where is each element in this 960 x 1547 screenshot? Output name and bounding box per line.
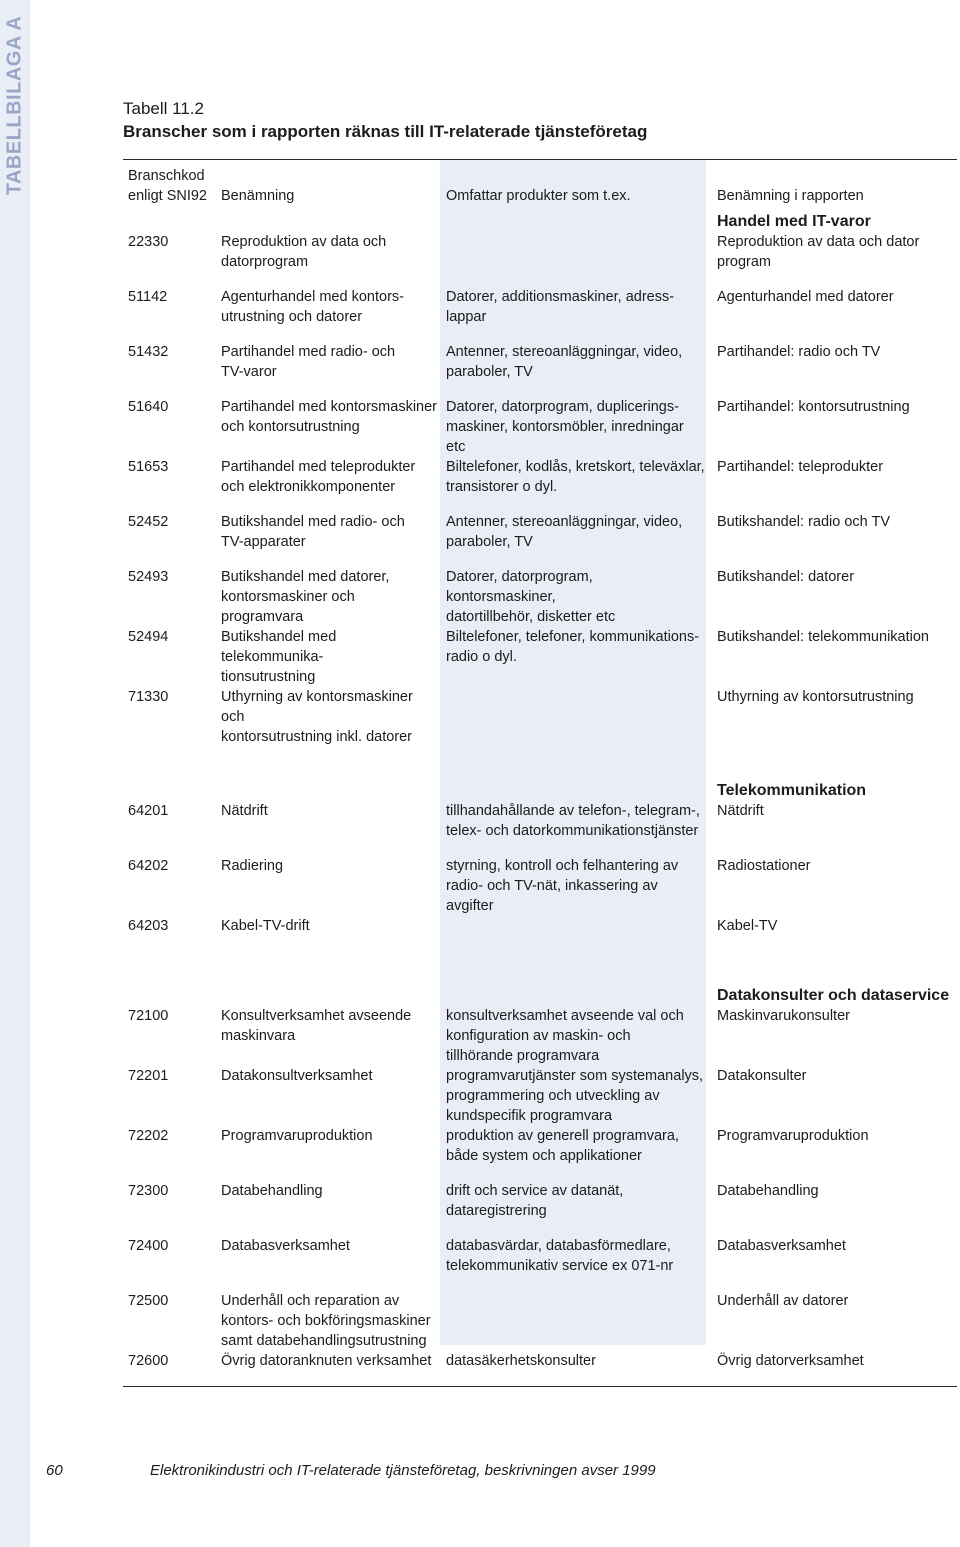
row-products: Biltelefoner, kodlås, kretskort, televäxlar, transistorer o dyl. — [446, 459, 705, 495]
table-row — [123, 512, 957, 567]
page-number: 60 — [46, 1462, 63, 1479]
row-report-name: Databehandling — [717, 1183, 819, 1199]
row-products: Antenner, stereoanläggningar, video, paraboler, TV — [446, 514, 683, 550]
row-products: Antenner, stereoanläggningar, video, paraboler, TV — [446, 344, 683, 380]
row-products: tillhandahållande av telefon-, telegram-, telex- och datorkommunikationstjänster — [446, 803, 700, 839]
header-name: Benämning — [221, 188, 295, 204]
row-code: 64203 — [128, 918, 169, 934]
row-code: 72300 — [128, 1183, 169, 1199]
table-row — [123, 856, 957, 916]
row-code: 51640 — [128, 399, 169, 415]
row-name: Underhåll och reparation av kontors- och bokföringsmaskiner samt databehandlingsutrustning — [221, 1293, 431, 1349]
section-title: Handel med IT-varor — [717, 213, 871, 230]
section-title: Telekommunikation — [717, 782, 867, 799]
row-products: programvarutjänster som systemanalys, programmering och utveckling av kundspecifik programvara — [446, 1068, 704, 1124]
row-code: 52494 — [128, 629, 169, 645]
row-products: styrning, kontroll och felhantering av radio- och TV-nät, inkassering av avgifter — [446, 858, 679, 914]
row-name: Konsultverksamhet avseende maskinvara — [221, 1008, 412, 1044]
row-report-name: Partihandel: radio och TV — [717, 344, 881, 360]
row-code: 52452 — [128, 514, 169, 530]
row-products: datasäkerhetskonsulter — [446, 1353, 596, 1369]
row-report-name: Nätdrift — [717, 803, 764, 819]
table-row — [123, 232, 957, 287]
row-code: 72400 — [128, 1238, 169, 1254]
row-name: Radiering — [221, 858, 284, 874]
table-row — [123, 687, 957, 747]
table-row — [123, 567, 957, 627]
row-code: 71330 — [128, 689, 169, 705]
row-name: Övrig datoranknuten verksamhet — [221, 1353, 432, 1369]
row-code: 51653 — [128, 459, 169, 475]
row-report-name: Underhåll av datorer — [717, 1293, 849, 1309]
row-name: Datakonsultverksamhet — [221, 1068, 373, 1084]
row-name: Butikshandel med telekommunika- tionsutrustning — [221, 629, 337, 685]
header-products: Omfattar produkter som t.ex. — [446, 188, 631, 204]
row-report-name: Agenturhandel med datorer — [717, 289, 894, 305]
row-report-name: Butikshandel: datorer — [717, 569, 855, 585]
row-code: 64201 — [128, 803, 169, 819]
table-row — [123, 627, 957, 687]
table-row — [123, 1006, 957, 1066]
row-report-name: Uthyrning av kontorsutrustning — [717, 689, 914, 705]
row-name: Reproduktion av data och datorprogram — [221, 234, 387, 270]
side-tab-label-box — [0, 0, 30, 210]
row-report-name: Maskinvarukonsulter — [717, 1008, 850, 1024]
row-name: Databasverksamhet — [221, 1238, 350, 1254]
table-row — [123, 1236, 957, 1291]
row-report-name: Programvaruproduktion — [717, 1128, 869, 1144]
row-code: 72202 — [128, 1128, 169, 1144]
row-code: 22330 — [128, 234, 169, 250]
row-products: Datorer, additionsmaskiner, adress- lappar — [446, 289, 675, 325]
table-row — [123, 1291, 957, 1351]
row-name: Nätdrift — [221, 803, 268, 819]
table-row — [123, 1066, 957, 1126]
table-row — [123, 287, 957, 342]
row-report-name: Butikshandel: telekommunikation — [717, 629, 929, 645]
row-products: Datorer, datorprogram, duplicerings- maskiner, kontorsmöbler, inredningar etc — [446, 399, 684, 455]
table-row — [123, 1351, 957, 1386]
row-code: 72100 — [128, 1008, 169, 1024]
table-row — [123, 397, 957, 457]
row-products: databasvärdar, databasförmedlare, telekommunikativ service ex 071-nr — [446, 1238, 674, 1274]
row-code: 52493 — [128, 569, 169, 585]
row-code: 72600 — [128, 1353, 169, 1369]
side-tab-bar — [0, 0, 30, 1547]
row-products: Biltelefoner, telefoner, kommunikations- radio o dyl. — [446, 629, 700, 665]
table-row — [123, 342, 957, 397]
industry-table — [123, 159, 957, 1387]
row-name: Partihandel med radio- och TV-varor — [221, 344, 396, 380]
row-report-name: Reproduktion av data och dator program — [717, 234, 920, 270]
row-report-name: Databasverksamhet — [717, 1238, 846, 1254]
table-body — [123, 212, 957, 1386]
table-header-row — [123, 160, 957, 208]
row-report-name: Radiostationer — [717, 858, 811, 874]
table-row — [123, 1181, 957, 1236]
row-code: 72500 — [128, 1293, 169, 1309]
row-report-name: Övrig datorverksamhet — [717, 1353, 864, 1369]
table-row — [123, 1126, 957, 1181]
row-code: 64202 — [128, 858, 169, 874]
row-report-name: Butikshandel: radio och TV — [717, 514, 891, 530]
row-code: 51142 — [128, 289, 168, 305]
row-name: Kabel-TV-drift — [221, 918, 310, 934]
section-title: Datakonsulter och dataservice — [717, 987, 950, 1004]
footer-text: Elektronikindustri och IT-relaterade tjänsteföretag, beskrivningen avser 1999 — [150, 1462, 656, 1479]
row-report-name: Partihandel: kontorsutrustning — [717, 399, 910, 415]
row-report-name: Datakonsulter — [717, 1068, 807, 1084]
page-footer — [46, 1462, 656, 1479]
table-row — [123, 801, 957, 856]
row-products: Datorer, datorprogram, kontorsmaskiner, datortillbehör, disketter etc — [446, 569, 616, 625]
row-products: produktion av generell programvara, både system och applikationer — [446, 1128, 679, 1164]
row-name: Programvaruproduktion — [221, 1128, 373, 1144]
row-name: Butikshandel med radio- och TV-apparater — [221, 514, 405, 550]
header-report-name: Benämning i rapporten — [717, 188, 864, 204]
row-name: Partihandel med teleprodukter och elektronikkomponenter — [221, 459, 416, 495]
row-name: Butikshandel med datorer, kontorsmaskiner och programvara — [221, 569, 390, 625]
header-code: Branschkod enligt SNI92 — [128, 168, 207, 204]
table-title — [123, 98, 647, 143]
side-tab-label: TABELLBILAGA A — [3, 15, 26, 195]
row-name: Uthyrning av kontorsmaskiner och kontorsutrustning inkl. datorer — [221, 689, 413, 745]
row-products: drift och service av datanät, dataregistrering — [446, 1183, 624, 1219]
row-products: konsultverksamhet avseende val och konfiguration av maskin- och tillhörande programvara — [446, 1008, 684, 1064]
table-row — [123, 457, 957, 512]
row-name: Databehandling — [221, 1183, 323, 1199]
table-number: Tabell 11.2 — [123, 99, 204, 118]
table-row — [123, 916, 957, 952]
row-report-name: Partihandel: teleprodukter — [717, 459, 884, 475]
row-name: Partihandel med kontorsmaskiner och kontorsutrustning — [221, 399, 437, 435]
row-code: 51432 — [128, 344, 169, 360]
row-name: Agenturhandel med kontors- utrustning och datorer — [221, 289, 404, 325]
table-heading: Branscher som i rapporten räknas till IT-relaterade tjänsteföretag — [123, 122, 648, 141]
row-report-name: Kabel-TV — [717, 918, 778, 934]
row-code: 72201 — [128, 1068, 169, 1084]
